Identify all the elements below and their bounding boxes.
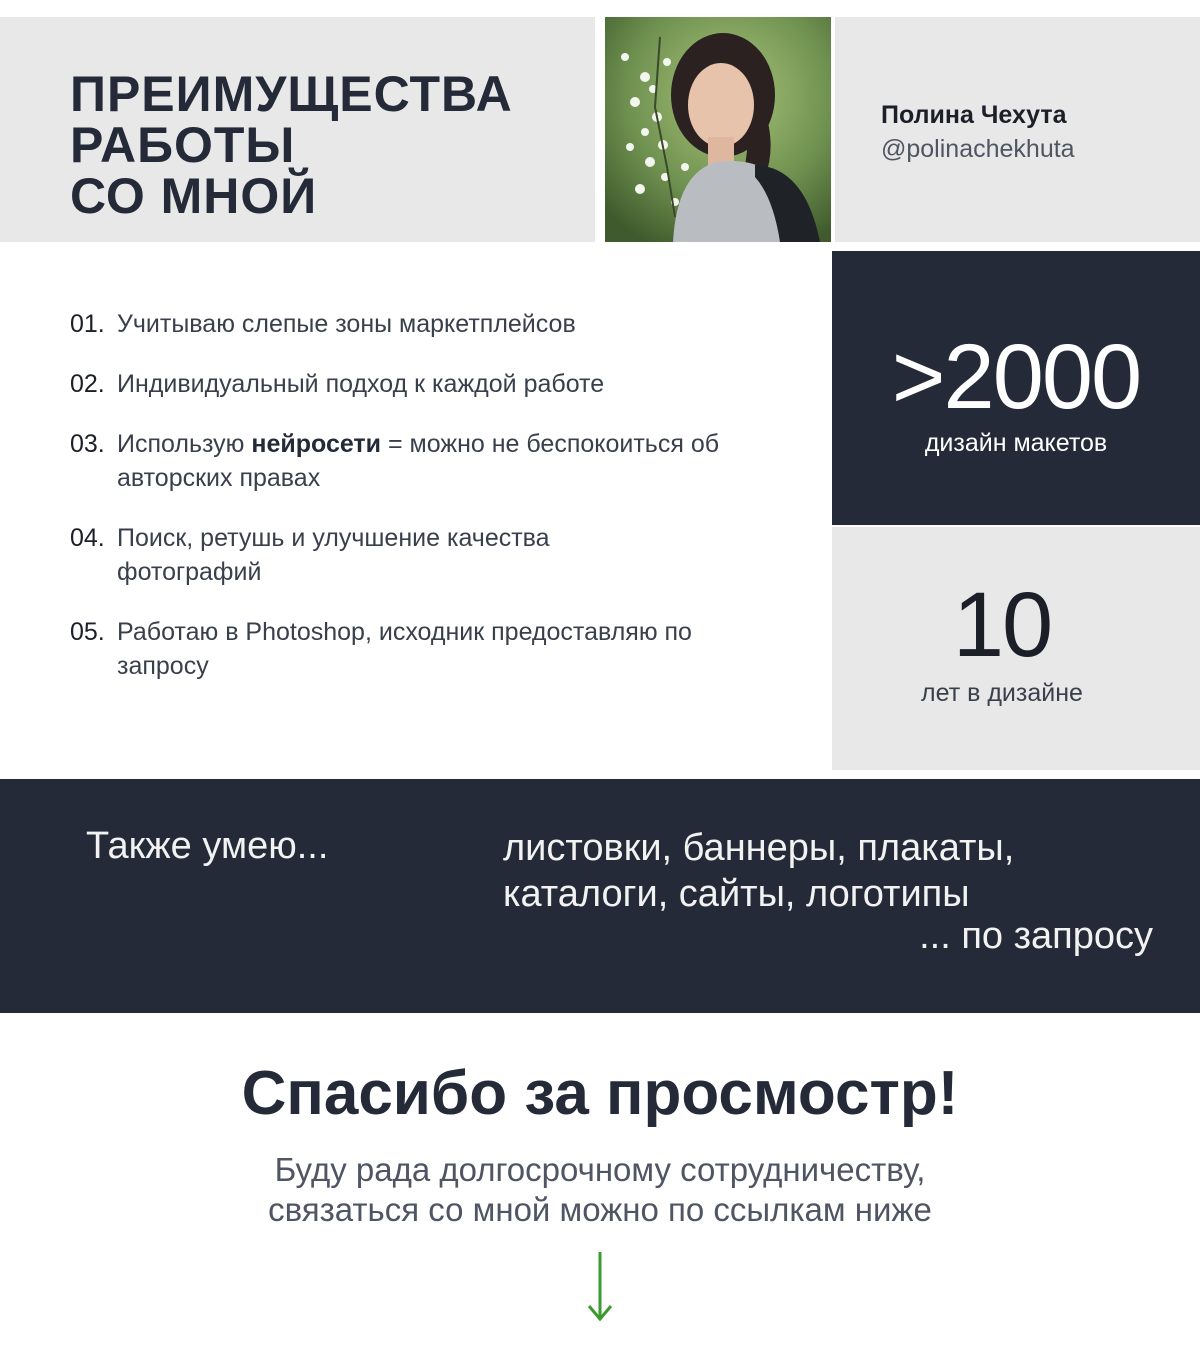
thanks-line-2: связаться со мной можно по ссылкам ниже [268,1191,932,1228]
item-text: Поиск, ретушь и улучшение качества фотографий [117,524,550,586]
item-number: 01. [70,310,105,338]
stat-caption: дизайн макетов [924,429,1108,457]
skills-more: ... по запросу [919,915,1153,957]
skills-banner [0,779,1200,1013]
arrow-down-icon [586,1250,614,1322]
list-item [70,427,807,495]
skills-label: Также умею... [86,825,329,867]
stat-value: >2000 [891,326,1141,428]
item-number: 03. [70,430,105,458]
author-photo [605,17,831,242]
title-line-2: РАБОТЫ [70,117,296,173]
stat-caption: лет в дизайне [921,679,1083,707]
title-line-3: СО МНОЙ [70,168,318,224]
item-number: 02. [70,370,105,398]
skills-list [503,825,1014,917]
item-number: 04. [70,524,105,552]
author-info [835,17,1200,242]
portrait-illustration [605,17,831,242]
item-text: Индивидуальный подход к каждой работе [117,370,605,398]
list-item [70,615,777,683]
item-text: Работаю в Photoshop, исходник предоставляю по запросу [117,618,692,680]
item-text [117,430,719,492]
item-text-bold: нейросети [251,430,382,458]
item-number: 05. [70,618,105,646]
author-name: Полина Чехута [881,101,1067,129]
skills-line-1: листовки, баннеры, плакаты, [503,827,1015,869]
page-title [70,66,513,224]
thanks-title: Спасибо за просмостр! [241,1059,959,1128]
title-block [0,17,595,242]
author-handle: @polinachekhuta [881,135,1075,163]
item-text: Учитываю слепые зоны маркетплейсов [117,310,576,338]
thanks-line-1: Буду рада долгосрочному сотрудничеству, [274,1151,926,1188]
title-line-1: ПРЕИМУЩЕСТВА [70,66,513,122]
stat-card-projects [832,251,1200,525]
list-item [70,307,800,341]
skills-line-2: каталоги, сайты, логотипы [503,873,970,915]
list-item [70,367,800,401]
stat-card-years [832,527,1200,770]
item-text-before: Использую [117,430,252,458]
thanks-text [0,1150,1200,1230]
list-item [70,521,677,589]
item-text-after: = можно не беспокоиться об авторских правах [117,430,720,492]
advantages-list [70,307,800,683]
stat-value: 10 [952,574,1052,676]
